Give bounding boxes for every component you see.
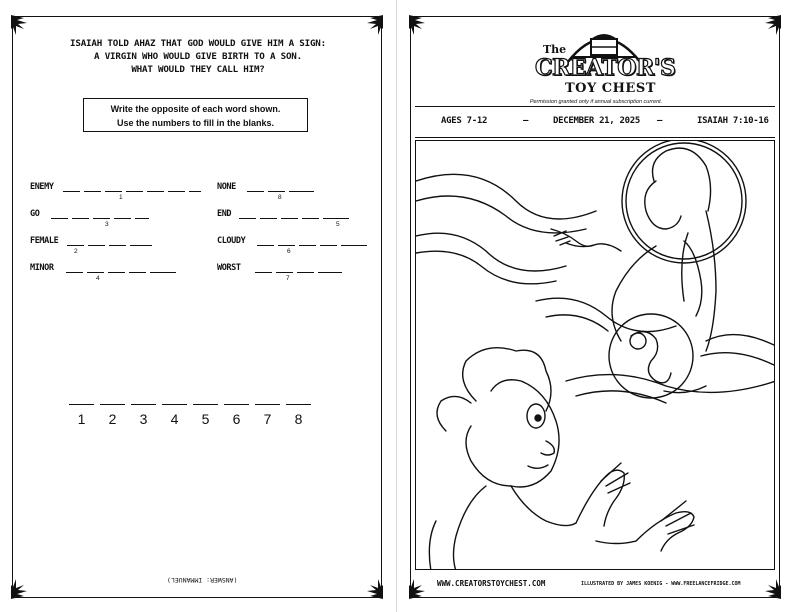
- final-answer-blanks[interactable]: [69, 389, 319, 429]
- answer-number: 8: [294, 411, 303, 427]
- leaf-corner-icon: [409, 15, 433, 39]
- coloring-illustration: [415, 140, 775, 570]
- clue-word: WORST: [217, 263, 241, 273]
- answer-blank[interactable]: [131, 404, 156, 405]
- letter-blank[interactable]: [320, 245, 337, 246]
- letter-blank[interactable]: [255, 272, 272, 273]
- letter-blank[interactable]: [276, 272, 293, 273]
- question-text: [33, 37, 363, 76]
- letter-blank[interactable]: [302, 218, 319, 219]
- instruction-line: Write the opposite of each word shown.: [110, 104, 281, 114]
- clue-word: FEMALE: [30, 236, 59, 246]
- leaf-corner-icon: [359, 15, 383, 39]
- answer-blank[interactable]: [162, 404, 187, 405]
- clue-blanks[interactable]: [67, 237, 157, 255]
- letter-blank[interactable]: [289, 191, 314, 192]
- clue-word: NONE: [217, 182, 236, 192]
- clue-blanks[interactable]: [257, 237, 369, 255]
- separator-dash: —: [657, 116, 663, 126]
- letter-blank[interactable]: [147, 191, 164, 192]
- letter-blank[interactable]: [66, 272, 83, 273]
- letter-blank[interactable]: [87, 272, 104, 273]
- instruction-line: Use the numbers to fill in the blanks.: [116, 118, 275, 128]
- logo-toy-chest: TOY CHEST: [565, 81, 656, 96]
- letter-blank[interactable]: [318, 272, 342, 273]
- leaf-corner-icon: [11, 575, 35, 599]
- answer-number: 3: [139, 411, 148, 427]
- letter-blank[interactable]: [168, 191, 185, 192]
- letter-blank[interactable]: [150, 272, 176, 273]
- blank-number: 2: [74, 248, 78, 255]
- letter-blank[interactable]: [105, 191, 122, 192]
- creators-toy-chest-logo: [529, 25, 676, 103]
- letter-blank[interactable]: [323, 218, 349, 219]
- clue-blanks[interactable]: [51, 210, 151, 228]
- letter-blank[interactable]: [63, 191, 80, 192]
- answer-blank[interactable]: [255, 404, 280, 405]
- page-footer: [415, 578, 775, 592]
- illustrator-credit: ILLUSTRATED BY JAMES KOENIG - WWW.FREELANCEFRIDGE.COM: [581, 581, 741, 587]
- leaf-corner-icon: [11, 15, 35, 39]
- letter-blank[interactable]: [108, 272, 125, 273]
- instructions-box: [83, 98, 308, 132]
- blank-number: 5: [336, 221, 340, 228]
- question-line: ISAIAH TOLD AHAZ THAT GOD WOULD GIVE HIM A SIGN:: [70, 38, 326, 49]
- lesson-date: DECEMBER 21, 2025: [553, 116, 641, 126]
- letter-blank[interactable]: [130, 245, 152, 246]
- letter-blank[interactable]: [72, 218, 89, 219]
- answer-number: 2: [108, 411, 117, 427]
- letter-blank[interactable]: [126, 191, 143, 192]
- letter-blank[interactable]: [297, 272, 314, 273]
- answer-number: 4: [170, 411, 179, 427]
- answer-number: 1: [77, 411, 86, 427]
- separator-dash: —: [523, 116, 529, 126]
- blank-number: 7: [286, 275, 290, 282]
- isaiah-vision-illustration: [416, 141, 775, 570]
- answer-number: 7: [263, 411, 272, 427]
- letter-blank[interactable]: [257, 245, 274, 246]
- logo-creators: CREATOR'S: [535, 55, 676, 81]
- permission-note: Permission granted only if annual subscription current.: [529, 99, 663, 105]
- clue-word: GO: [30, 209, 40, 219]
- letter-blank[interactable]: [268, 191, 285, 192]
- clue-blanks[interactable]: [66, 264, 178, 282]
- letter-blank[interactable]: [51, 218, 68, 219]
- answer-number: 6: [232, 411, 241, 427]
- clue-blanks[interactable]: [255, 264, 345, 282]
- clue-blanks[interactable]: [63, 183, 203, 201]
- logo-the: The: [543, 43, 567, 56]
- letter-blank[interactable]: [84, 191, 101, 192]
- blank-number: 6: [287, 248, 291, 255]
- clue-word: ENEMY: [30, 182, 54, 192]
- blank-number: 1: [119, 194, 123, 201]
- letter-blank[interactable]: [93, 218, 110, 219]
- letter-blank[interactable]: [247, 191, 264, 192]
- clue-word: END: [217, 209, 232, 219]
- letter-blank[interactable]: [278, 245, 295, 246]
- letter-blank[interactable]: [260, 218, 277, 219]
- letter-blank[interactable]: [239, 218, 256, 219]
- age-range: AGES 7-12: [441, 116, 488, 126]
- letter-blank[interactable]: [109, 245, 126, 246]
- letter-blank[interactable]: [67, 245, 84, 246]
- clue-blanks[interactable]: [247, 183, 317, 201]
- letter-blank[interactable]: [281, 218, 298, 219]
- letter-blank[interactable]: [135, 218, 149, 219]
- letter-blank[interactable]: [88, 245, 105, 246]
- answer-blank[interactable]: [69, 404, 94, 405]
- blank-number: 4: [96, 275, 100, 282]
- answer-blank[interactable]: [193, 404, 218, 405]
- leaf-corner-icon: [359, 575, 383, 599]
- letter-blank[interactable]: [114, 218, 131, 219]
- answer-blank[interactable]: [100, 404, 125, 405]
- activity-page: [12, 16, 382, 598]
- letter-blank[interactable]: [129, 272, 146, 273]
- clue-blanks[interactable]: [239, 210, 351, 228]
- coloring-page: [410, 16, 780, 598]
- scripture-reference: ISAIAH 7:10-16: [697, 116, 769, 126]
- answer-blank[interactable]: [286, 404, 311, 405]
- leaf-corner-icon: [757, 15, 781, 39]
- answer-key: (ANSWER: IMMANUEL): [167, 576, 238, 584]
- lesson-info-bar: [415, 106, 775, 138]
- letter-blank[interactable]: [189, 191, 201, 192]
- question-line: A VIRGIN WHO WOULD GIVE BIRTH TO A SON.: [94, 51, 302, 62]
- answer-blank[interactable]: [224, 404, 249, 405]
- website-url[interactable]: WWW.CREATORSTOYCHEST.COM: [437, 579, 546, 588]
- clue-word: MINOR: [30, 263, 54, 273]
- letter-blank[interactable]: [299, 245, 316, 246]
- answer-number: 5: [201, 411, 210, 427]
- clue-word: CLOUDY: [217, 236, 246, 246]
- question-line: WHAT WOULD THEY CALL HIM?: [131, 64, 265, 75]
- blank-number: 3: [105, 221, 109, 228]
- blank-number: 8: [278, 194, 282, 201]
- letter-blank[interactable]: [341, 245, 367, 246]
- page-divider: [396, 0, 397, 612]
